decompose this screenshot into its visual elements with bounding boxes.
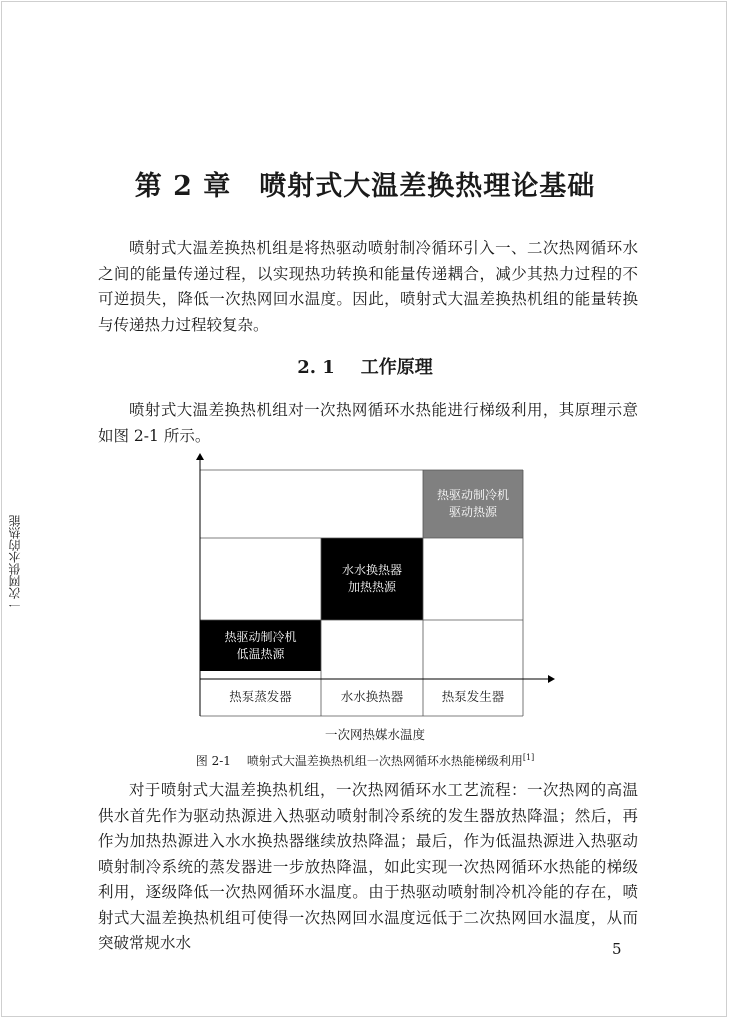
box-low-temp-line1: 热驱动制冷机: [224, 629, 297, 644]
stage-water-water-exchanger: 水水换热器: [340, 689, 404, 704]
caption-number: 图 2-1: [195, 754, 231, 768]
section-title: [0, 353, 730, 379]
intro-paragraph: 喷射式大温差换热机组是将热驱动喷射制冷循环引入一、二次热网循环水之间的能量传递过程，以实现热功转换和能量传递耦合，减少其热力过程的不可逆损失，降低一次热网回水温度。因此，喷射式大温差换热机组的能量转换与传递热力过程较复杂。: [98, 239, 638, 334]
stage-heat-pump-evaporator: 热泵蒸发器: [229, 689, 292, 704]
box-drive-label: [423, 470, 523, 538]
chapter-number: 第 2 章: [134, 171, 232, 202]
box-heating-line1: 水水换热器: [341, 563, 402, 577]
box-drive-line1: 热驱动制冷机: [436, 488, 509, 502]
page-number: 5: [612, 940, 622, 958]
figure-caption: [0, 752, 730, 769]
section-paragraph: 喷射式大温差换热机组对一次热网循环水热能进行梯级利用，其原理示意如图 2-1 所示。: [98, 401, 638, 445]
chapter-title: [0, 164, 730, 203]
section-number: 2. 1: [297, 357, 335, 378]
box-drive-line2: 驱动热源: [448, 505, 497, 519]
body-paragraph: 对于喷射式大温差换热机组，一次热网循环水工艺流程：一次热网的高温供水首先作为驱动热源进入热驱动喷射制冷系统的发生器放热降温；然后，再作为加热热源进入水水换热器继续放热降温；最后，作为低温热源进入热驱动喷射制冷系统的蒸发器进一步放热降温，如此实现一次热网循环水热能的梯级利用，逐级降低一次热网循环水温度。由于热驱动喷射制冷机冷能的存在，喷射式大温差换热机组可使得一次热网回水温度远低于二次热网回水温度，从而突破常规水水: [98, 781, 638, 952]
box-low-temp-line2: 低温热源: [236, 646, 285, 661]
y-axis-label: 一次网供水的热能: [8, 515, 22, 611]
chapter-title-text: 喷射式大温差换热理论基础: [259, 171, 596, 202]
caption-reference: [1]: [522, 753, 535, 762]
box-low-temp-label: [200, 620, 321, 671]
box-heating-label: [321, 538, 423, 620]
box-heating-line2: 加热热源: [347, 580, 396, 594]
caption-text: 喷射式大温差换热机组一次热网循环水热能梯级利用: [246, 754, 523, 768]
section-title-text: 工作原理: [360, 357, 433, 378]
x-axis-label: 一次网热媒水温度: [324, 727, 425, 742]
stage-heat-pump-generator: 热泵发生器: [441, 689, 505, 704]
